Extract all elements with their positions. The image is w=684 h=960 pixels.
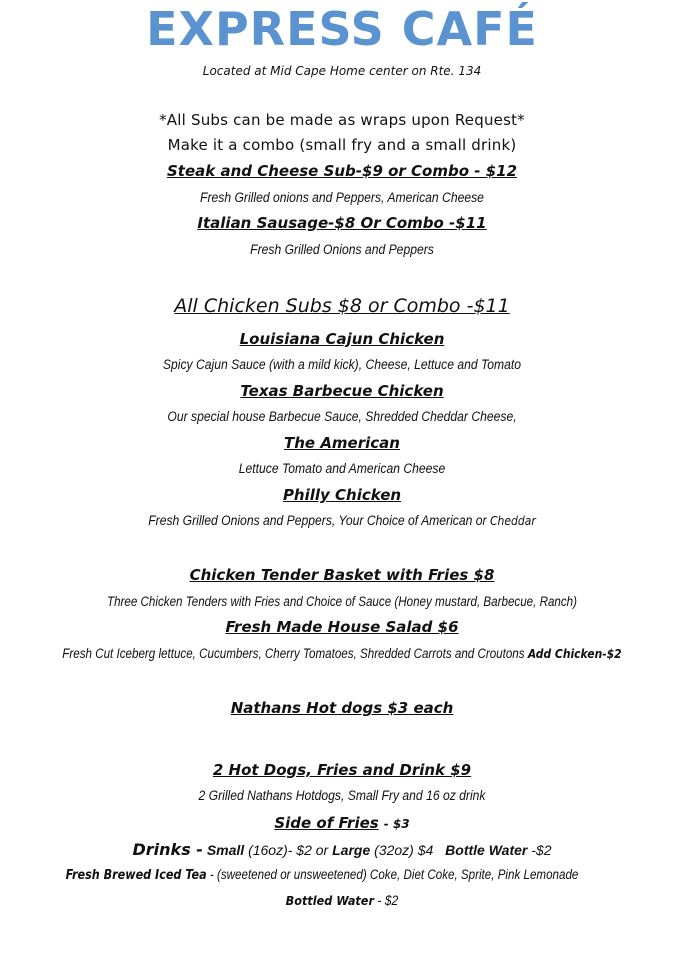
house-salad-heading: Fresh Made House Salad $6 [225, 618, 459, 636]
cajun-chicken-desc: Spicy Cajun Sauce (with a mild kick), Cheese, Lettuce and Tomato [162, 357, 522, 372]
wraps-note: *All Subs can be made as wraps upon Request* [159, 111, 525, 129]
drinks-label: Drinks - [132, 840, 203, 859]
drinks-small-label: Small [206, 842, 245, 858]
hotdogs-heading: Nathans Hot dogs $3 each [230, 699, 454, 717]
hotdog-combo-heading: 2 Hot Dogs, Fries and Drink $9 [212, 761, 472, 779]
house-salad-desc [48, 646, 636, 661]
american-desc: Lettuce Tomato and American Cheese [238, 461, 446, 476]
tender-basket-desc: Three Chicken Tenders with Fries and Choice of Sauce (Honey mustard, Barbecue, Ranch) [106, 594, 578, 609]
drinks-line [0, 840, 684, 859]
steak-cheese-heading: Steak and Cheese Sub-$9 or Combo - $12 [166, 162, 518, 180]
american-heading: The American [284, 434, 400, 452]
philly-chicken-heading: Philly Chicken [282, 486, 402, 504]
italian-sausage-heading: Italian Sausage-$8 Or Combo -$11 [197, 214, 487, 232]
side-fries-line [0, 813, 684, 832]
cafe-title: EXPRESS CAFÉ [146, 2, 538, 56]
bottled-water-line [34, 893, 650, 908]
drinks-bottle-label: Bottle Water [445, 842, 528, 858]
location-text: Located at Mid Cape Home center on Rte. 134 [202, 64, 482, 78]
tender-basket-heading: Chicken Tender Basket with Fries $8 [189, 566, 495, 584]
texas-bbq-heading: Texas Barbecue Chicken [240, 382, 444, 400]
philly-desc-tail: Cheddar [489, 514, 536, 528]
iced-tea-desc: - (sweetened or unsweetened) Coke, Diet Coke, Sprite, Pink Lemonade [209, 867, 579, 882]
side-fries-price: - $3 [383, 817, 410, 831]
hotdog-combo-desc: 2 Grilled Nathans Hotdogs, Small Fry and 16 oz drink [198, 788, 486, 803]
bottled-water-label: Bottled Water [285, 893, 374, 908]
philly-chicken-desc [34, 513, 650, 528]
chicken-subs-heading: All Chicken Subs $8 or Combo -$11 [174, 295, 510, 317]
iced-tea-label: Fresh Brewed Iced Tea [65, 868, 207, 883]
texas-bbq-desc: Our special house Barbecue Sauce, Shredded Cheddar Cheese, [167, 409, 517, 424]
bottled-water-price: - $2 [377, 893, 399, 908]
steak-cheese-desc: Fresh Grilled onions and Peppers, American Cheese [200, 190, 484, 205]
philly-desc-main: Fresh Grilled Onions and Peppers, Your Choice of American or [148, 513, 487, 528]
drinks-small-price: (16oz)- $2 or [248, 842, 329, 858]
drinks-large-label: Large [332, 842, 371, 858]
combo-note: Make it a combo (small fry and a small drink) [167, 136, 517, 154]
salad-desc-main: Fresh Cut Iceberg lettuce, Cucumbers, Cherry Tomatoes, Shredded Carrots and Croutons [62, 646, 525, 661]
cajun-chicken-heading: Louisiana Cajun Chicken [239, 330, 445, 348]
drinks-bottle-price: -$2 [531, 842, 552, 858]
drinks-large-price: (32oz) $4 [374, 842, 434, 858]
italian-sausage-desc: Fresh Grilled Onions and Peppers [250, 242, 434, 257]
iced-tea-line [28, 867, 616, 883]
salad-addon: Add Chicken-$2 [527, 646, 622, 661]
side-fries-heading: Side of Fries [274, 814, 379, 832]
